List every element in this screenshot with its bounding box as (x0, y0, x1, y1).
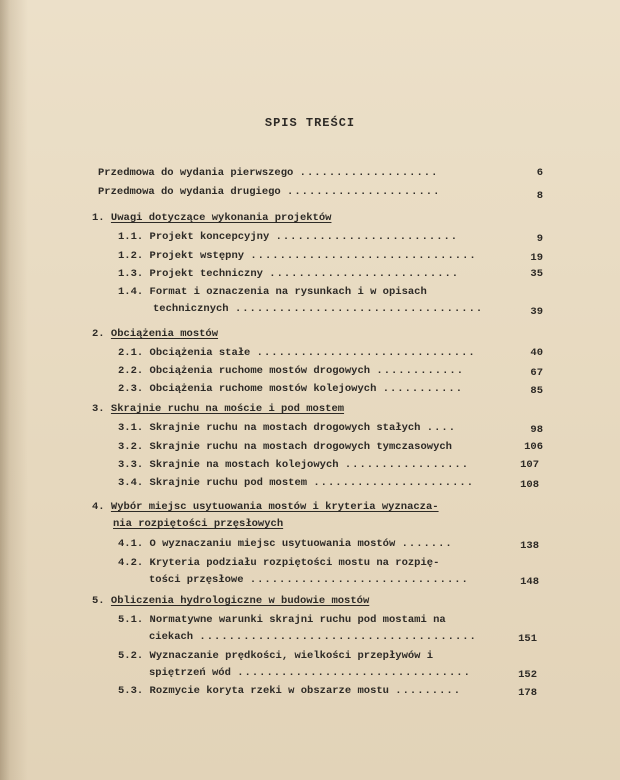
page-number: 107 (520, 459, 539, 471)
toc-entry: Przedmowa do wydania drugiego ..................... (98, 186, 441, 198)
page-number: 67 (530, 367, 543, 379)
page-number: 35 (530, 268, 543, 280)
toc-chapter-continuation: nia rozpiętości przęsłowych (113, 518, 284, 530)
toc-entry: 1.1. Projekt koncepcyjny ......................... (118, 231, 459, 243)
toc-entry: 2.3. Obciążenia ruchome mostów kolejowych ........... (118, 383, 463, 395)
toc-chapter: 2. Obciążenia mostów (92, 328, 219, 340)
page-number: 85 (530, 385, 543, 397)
page-number: 6 (536, 167, 543, 179)
toc-entry: 1.2. Projekt wstępny ............................... (118, 250, 477, 262)
toc-entry-continuation: tości przęsłowe .............................. (149, 574, 469, 586)
toc-chapter: 3. Skrajnie ruchu na moście i pod mostem (92, 403, 345, 415)
toc-entry-continuation: spiętrzeń wód ................................ (149, 667, 471, 679)
toc-entry-continuation: technicznych .................................. (153, 303, 484, 315)
page-number: 106 (524, 441, 543, 453)
page-number: 148 (520, 576, 539, 588)
toc-entry: 2.2. Obciążenia ruchome mostów drogowych ............ (118, 365, 465, 377)
toc-entry: 5.3. Rozmycie koryta rzeki w obszarze mostu ......... (118, 685, 462, 697)
toc-entry: 3.2. Skrajnie ruchu na mostach drogowych tymczasowych (118, 441, 452, 453)
toc-entry: 4.1. O wyznaczaniu miejsc usytuowania mostów ....... (118, 538, 453, 550)
toc-entry: 1.4. Format i oznaczenia na rysunkach i w opisach (118, 286, 427, 298)
toc-chapter: 4. Wybór miejsc usytuowania mostów i kryteria wyznacza- (92, 501, 439, 513)
page-number: 138 (520, 540, 539, 552)
toc-entry-continuation: ciekach ...................................... (149, 631, 477, 643)
toc-entry: 5.2. Wyznaczanie prędkości, wielkości przepływów i (118, 650, 434, 662)
page-number: 108 (520, 479, 539, 491)
toc-entry: 3.1. Skrajnie ruchu na mostach drogowych stałych .... (118, 422, 457, 434)
page-number: 39 (530, 306, 543, 318)
toc-chapter: 1. Uwagi dotyczące wykonania projektów (92, 212, 332, 224)
page-number: 40 (530, 347, 543, 359)
page-number: 8 (536, 190, 543, 202)
page-number: 9 (536, 233, 543, 245)
toc-entry: 5.1. Normatywne warunki skrajni ruchu pod mostami na (118, 614, 446, 626)
toc-entry: 1.3. Projekt techniczny .......................... (118, 268, 460, 280)
page-number: 98 (530, 424, 543, 436)
toc-entry: 3.3. Skrajnie na mostach kolejowych ................. (118, 459, 469, 471)
toc-chapter: 5. Obliczenia hydrologiczne w budowie mostów (92, 595, 370, 607)
toc-entry: 4.2. Kryteria podziału rozpiętości mostu na rozpię- (118, 557, 440, 569)
page-number: 178 (518, 687, 537, 699)
page-number: 152 (518, 669, 537, 681)
page-number: 19 (530, 252, 543, 264)
page-number: 151 (518, 633, 537, 645)
toc-entry: 2.1. Obciążenia stałe .............................. (118, 347, 476, 359)
toc-entry: Przedmowa do wydania pierwszego ................... (98, 167, 439, 179)
toc-entry: 3.4. Skrajnie ruchu pod mostem ...................... (118, 477, 474, 489)
page-title: SPIS TREŚCI (264, 116, 356, 130)
